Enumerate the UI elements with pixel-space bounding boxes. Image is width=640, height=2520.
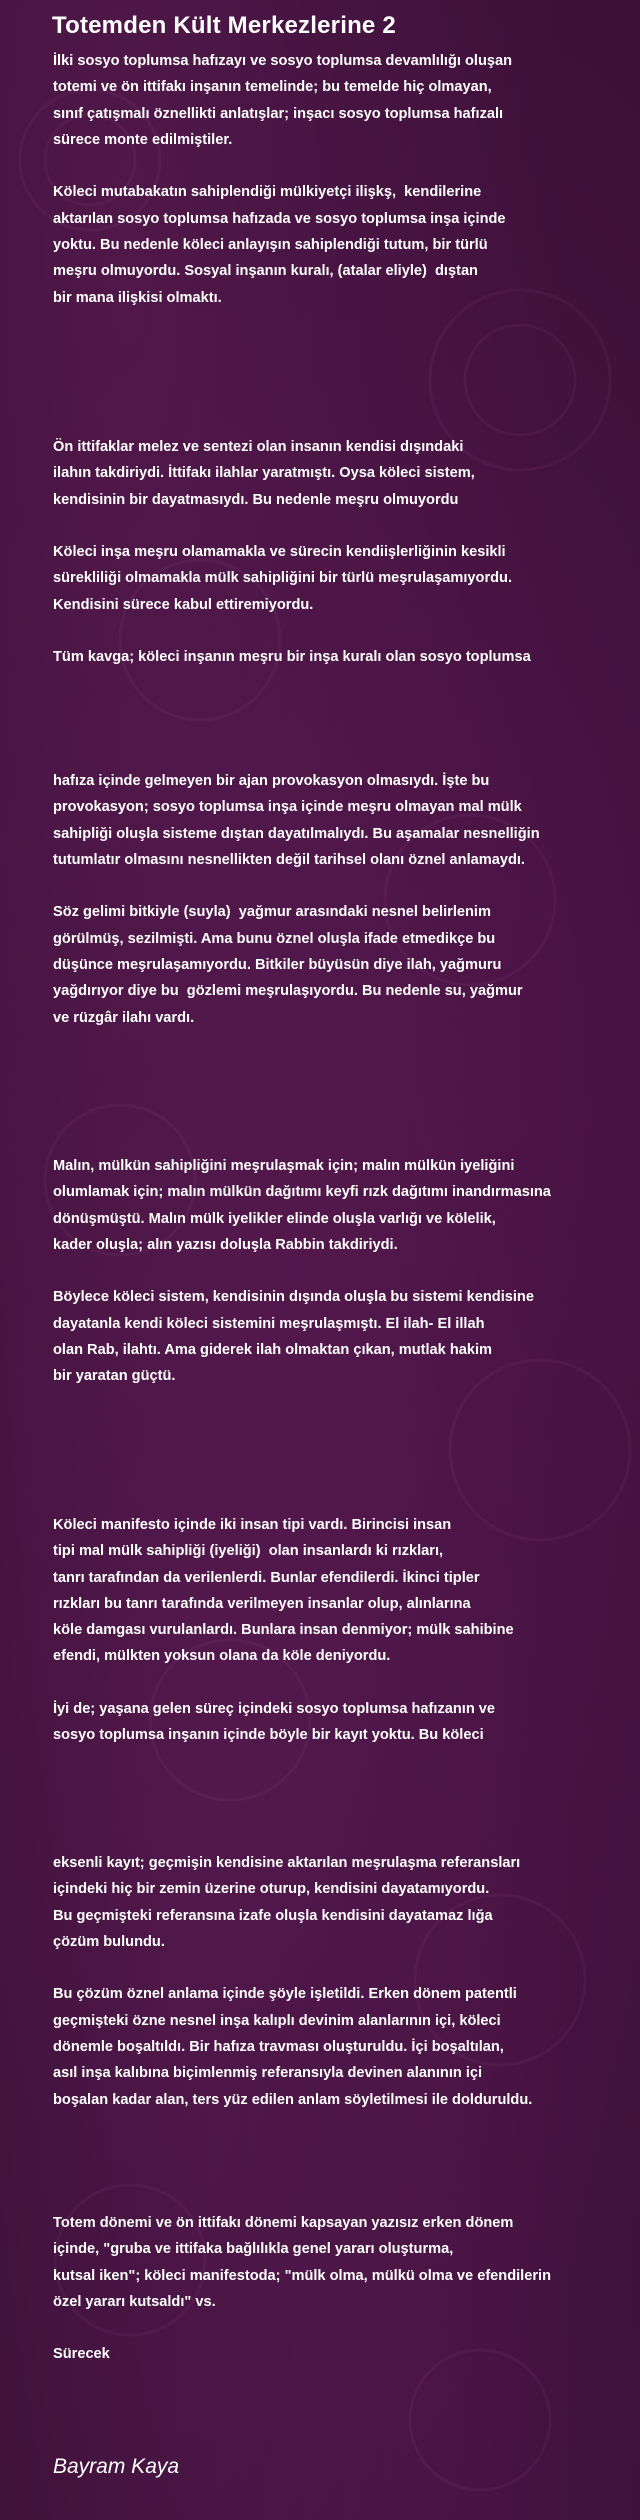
poem-author: Bayram Kaya: [53, 2455, 180, 2478]
poem-stanza-block-5: Köleci manifesto içinde iki insan tipi vardı. Birincisi insan tipi mal mülk sahipliği (iyeliği) olan insanlardı ki rızkları, tanrı tarafından da verilenlerdi. Bunlar efendilerdi. İkinci tipler rızkları bu tanrı tarafında verilmeyen insanlar olup, alınlarına köle damgası vurulanlardı. Bunlara insan denmiyor; mülk sahibine efendi, mülkten yoksun olana da köle deniyordu. İyi de; yaşana gelen süreç içindeki sosyo toplumsa hafızanın ve sosyo toplumsa inşanın içinde böyle bir kayıt yoktu. Bu köleci: [53, 1517, 514, 1744]
poem-title: Totemden Kült Merkezlerine 2: [52, 12, 396, 39]
poem-stanza-block-7: Totem dönemi ve ön ittifakı dönemi kapsayan yazısız erken dönem içinde, "gruba ve ittifaka bağlılıkla genel yararı oluşturma, kutsal iken"; köleci manifestoda; "mülk olma, mülkü olma ve efendilerin özel yararı kutsaldı" vs. Sürecek: [53, 2215, 552, 2363]
poem-stanza-block-2: Ön ittifaklar melez ve sentezi olan insanın kendisi dışındaki ilahın takdiriydi. İttifakı ilahlar yaratmıştı. Oysa köleci sistem, kendisinin bir dayatmasıydı. Bu nedenle meşru olmuyordu Köleci inşa meşru olamamakla ve sürecin kendiişlerliğinin kesikli sürekliliği olmamakla mülk sahipliğini bir türlü meşrulaşamıyordu. Kendisini sürece kabul ettiremiyordu. Tüm kavga; köleci inşanın meşru bir inşa kuralı olan sosyo toplumsa: [53, 439, 531, 666]
poem-stanza-block-4: Malın, mülkün sahipliğini meşrulaşmak için; malın mülkün iyeliğini olumlamak için; malın mülkün dağıtımı keyfi rızk dağıtımı inandırmasına dönüşmüştü. Malın mülk iyelikler elinde oluşla varlığı ve kölelik, kader oluşla; alın yazısı doluşla Rabbin takdiriydi. Böylece köleci sistem, kendisinin dışında oluşla bu sistemi kendisine dayatanla kendi köleci sistemini meşrulaşmıştı. El ilah- El illah olan Rab, ilahtı. Ama giderek ilah olmaktan çıkan, mutlak hakim bir yaratan güçtü.: [53, 1158, 551, 1385]
poem-stanza-block-6: eksenli kayıt; geçmişin kendisine aktarılan meşrulaşma referansları içindeki hiç bir zemin üzerine oturup, kendisini dayatamıyordu. Bu geçmişteki referansına izafe oluşla kendisini dayatamaz lığa çözüm bulundu. Bu çözüm öznel anlama içinde şöyle işletildi. Erken dönem patentli geçmişteki özne nesnel inşa kalıplı devinim alanlarının içi, köleci dönemle boşaltıldı. Bir hafıza travması oluşturuldu. İçi boşaltılan, asıl inşa kalıbına biçimlenmiş referansıyla devinen alanının içi boşalan kadar alan, ters yüz edilen anlam söyletilmesi ile dolduruldu.: [53, 1855, 533, 2108]
poem-stanza-block-1: İlki sosyo toplumsa hafızayı ve sosyo toplumsa devamlılığı oluşan totemi ve ön ittifakı inşanın temelinde; bu temelde hiç olmayan, sınıf çatışmalı öznellikti anlatışlar; inşacı sosyo toplumsa hafızalı sürece monte edilmiştiler. Köleci mutabakatın sahiplendiği mülkiyetçi ilişkş, kendilerine aktarılan sosyo toplumsa hafızada ve sosyo toplumsa inşa içinde yoktu. Bu nedenle köleci anlayışın sahiplendiği tutum, bir türlü meşru olmuyordu. Sosyal inşanın kuralı, (atalar eliyle) dıştan bir mana ilişkisi olmaktı.: [53, 53, 513, 306]
poem-stanza-block-3: hafıza içinde gelmeyen bir ajan provokasyon olmasıydı. İşte bu provokasyon; sosyo toplumsa inşa içinde meşru olmayan mal mülk sahipliği oluşla sisteme dıştan dayatılmalıydı. Bu aşamalar nesnelliğin tutumlatır olmasını nesnellikten değil tarihsel olanı öznel anlamaydı. Söz gelimi bitkiyle (suyla) yağmur arasındaki nesnel belirlenim görülmüş, sezilmişti. Ama bunu öznel oluşla ifade etmedikçe bu düşünce meşrulaşamıyordu. Bitkiler büyüsün diye ilah, yağmuru yağdırıyor diye bu gözlemi meşrulaşıyordu. Bu nedenle su, yağmur ve rüzgâr ilahı vardı.: [53, 773, 540, 1026]
